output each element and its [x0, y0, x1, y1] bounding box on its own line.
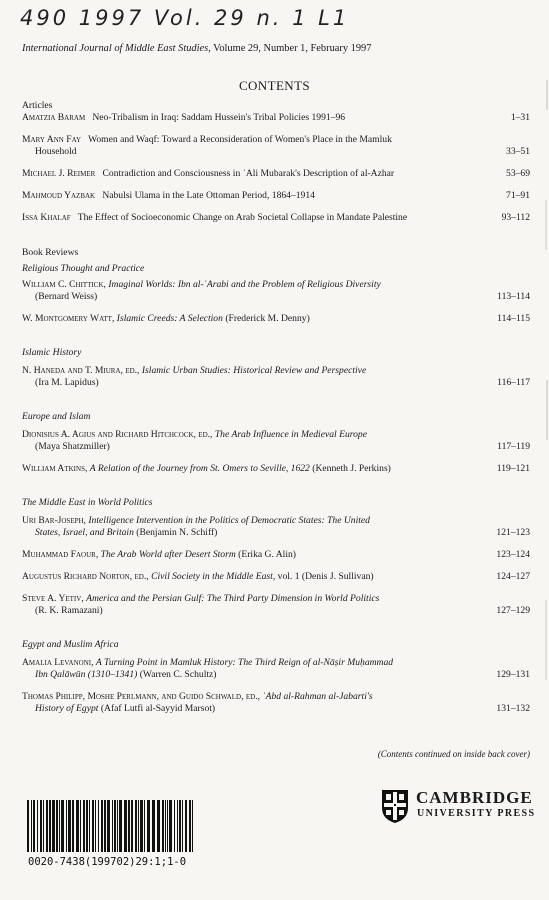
barcode-bar — [144, 800, 145, 852]
article-pages: 71–91 — [506, 190, 530, 201]
review-book-title: Intelligence Intervention in the Politics of Democratic States: The United — [88, 515, 370, 526]
barcode-bar — [52, 800, 55, 852]
barcode-bar — [107, 800, 110, 852]
barcode-bar — [31, 800, 32, 852]
barcode-bar — [179, 800, 181, 852]
journal-name: International Journal of Middle East Studies, — [22, 43, 211, 54]
review-author: William Atkins, — [22, 463, 88, 474]
review-entry — [22, 593, 530, 617]
review-pages: 131–132 — [496, 703, 530, 714]
barcode-bar — [89, 800, 90, 852]
article-author: Mahmoud Yazbak — [22, 190, 96, 201]
article-title: Women and Waqf: Toward a Reconsideration of Women's Place in the Mamluk — [88, 134, 392, 145]
article-entry — [22, 212, 530, 224]
review-reviewer: (Denis J. Sullivan) — [301, 571, 374, 582]
review-reviewer: (Ira M. Lapidus) — [35, 377, 99, 388]
review-pages: 124–127 — [496, 571, 530, 582]
barcode-bar — [128, 800, 130, 852]
barcode-bar — [131, 800, 133, 852]
article-entry — [22, 168, 530, 180]
article-author: Mary Ann Fay — [22, 134, 82, 145]
barcode-bar — [98, 800, 99, 852]
barcode-bar — [49, 800, 51, 852]
review-entry — [22, 549, 530, 561]
review-pages: 116–117 — [497, 377, 530, 388]
review-entry — [22, 691, 530, 715]
barcode-bar — [185, 800, 187, 852]
barcode-bar — [119, 800, 122, 852]
review-author: Augustus Richard Norton, ed., — [22, 571, 149, 582]
review-entry — [22, 515, 530, 539]
review-book-title: Civil Society in the Middle East, — [151, 571, 276, 582]
review-reviewer: (Afaf Lutfi al-Sayyid Marsot) — [100, 703, 216, 714]
review-entry — [22, 313, 530, 325]
barcode-bar — [37, 800, 38, 852]
journal-citation — [22, 43, 371, 54]
barcode-bar — [59, 800, 60, 852]
barcode-bar — [92, 800, 94, 852]
barcode-bar — [169, 800, 172, 852]
review-group-heading: Europe and Islam — [22, 411, 91, 422]
barcode-bar — [162, 800, 164, 852]
review-group-heading: The Middle East in World Politics — [22, 497, 153, 508]
review-author: Dionisius A. Agius and Richard Hitchcock, ed., — [22, 429, 213, 440]
article-title: Neo-Tribalism in Iraq: Saddam Hussein's Tribal Policies 1991–96 — [92, 112, 346, 123]
review-book-title: Islamic Urban Studies: Historical Review and Perspective — [141, 365, 367, 376]
review-book-title-continued: States, Israel, and Britain — [35, 527, 134, 538]
barcode-bar — [117, 800, 118, 852]
review-book-title: Imaginal Worlds: Ibn al-ʿArabi and the Problem of Religious Diversity — [108, 279, 381, 290]
barcode-bar — [124, 800, 127, 852]
article-pages: 53–69 — [506, 168, 530, 179]
review-reviewer: (Kenneth J. Perkins) — [312, 463, 391, 474]
publisher-name: CAMBRIDGE — [416, 788, 533, 807]
barcode-bar — [138, 800, 139, 852]
review-entry — [22, 365, 530, 389]
review-pages: 119–121 — [496, 463, 530, 474]
barcode-bar — [182, 800, 183, 852]
barcode-bar — [83, 800, 85, 852]
review-entry — [22, 429, 530, 453]
review-reviewer: (Erika G. Alin) — [238, 549, 296, 560]
barcode-bar — [76, 800, 79, 852]
barcode-bar — [135, 800, 137, 852]
review-author: N. Haneda and T. Miura, ed., — [22, 365, 140, 376]
review-book-title: ʿAbd al-Rahman al-Jabarti's — [262, 691, 373, 702]
barcode-bar — [27, 800, 29, 852]
contents-title: CONTENTS — [238, 78, 311, 93]
review-reviewer: (Warren C. Schultz) — [139, 669, 217, 680]
journal-details: Volume 29, Number 1, February 1997 — [213, 43, 372, 54]
barcode-bar — [147, 800, 150, 852]
barcode-bar — [114, 800, 116, 852]
book-reviews-heading: Book Reviews — [22, 247, 79, 258]
review-pages: 127–129 — [496, 605, 530, 616]
barcode-bar — [165, 800, 166, 852]
review-reviewer: (Bernard Weiss) — [35, 291, 98, 302]
review-group-heading: Islamic History — [22, 347, 82, 358]
review-author: Amalia Levanoni, — [22, 657, 94, 668]
issn-barcode — [27, 800, 195, 852]
barcode-bar — [140, 800, 143, 852]
review-author: W. Montgomery Watt, — [22, 313, 115, 324]
review-book-title: A Turning Point in Mamluk History: The Third Reign of al-Nāṣir Muḥammad — [95, 657, 394, 668]
barcode-bar — [61, 800, 64, 852]
contents-continued-note: (Contents continued on inside back cover) — [377, 749, 530, 759]
review-group-heading: Egypt and Muslim Africa — [22, 639, 119, 650]
barcode-bar — [72, 800, 74, 852]
barcode-bar — [101, 800, 103, 852]
review-reviewer: (Frederick M. Denny) — [225, 313, 310, 324]
publisher-press: UNIVERSITY PRESS — [417, 808, 536, 819]
barcode-bar — [177, 800, 178, 852]
articles-heading: Articles — [22, 100, 53, 111]
table-of-contents — [22, 100, 530, 715]
barcode-bar — [112, 800, 113, 852]
article-entry — [22, 112, 530, 124]
barcode-bar — [80, 800, 81, 852]
review-entry — [22, 279, 530, 303]
review-book-title: A Relation of the Journey from St. Omers to Seville, 1622 — [89, 463, 310, 474]
review-pages: 117–119 — [497, 441, 530, 452]
barcode-bar — [104, 800, 106, 852]
article-author: Michael J. Reimer — [22, 168, 96, 179]
cambridge-crest-icon — [380, 788, 410, 824]
review-pages: 129–131 — [496, 669, 530, 680]
handwritten-catalog-note: 490 1997 Vol. 29 n. 1 L1 — [20, 6, 350, 30]
review-reviewer: (Maya Shatzmiller) — [35, 441, 110, 452]
review-reviewer: (Benjamin N. Schiff) — [136, 527, 218, 538]
review-book-title: The Arab Influence in Medieval Europe — [214, 429, 367, 440]
review-book-title-continued: History of Egypt — [35, 703, 99, 714]
review-group-heading: Religious Thought and Practice — [22, 263, 145, 274]
publisher-logo — [380, 788, 540, 828]
barcode-bar — [167, 800, 168, 852]
scan-edge-marks — [543, 80, 549, 720]
barcode-bar — [86, 800, 88, 852]
article-entry — [22, 190, 530, 202]
barcode-bar — [192, 800, 193, 852]
barcode-bar — [174, 800, 175, 852]
review-author: Muhammad Faour, — [22, 549, 99, 560]
review-book-title-continued: Ibn Qalāwūn (1310–1341) — [35, 669, 138, 680]
article-author: Amatzia Baram — [22, 112, 86, 123]
barcode-bar — [152, 800, 155, 852]
barcode-bar — [95, 800, 96, 852]
article-author: Issa Khalaf — [22, 212, 71, 223]
barcode-bar — [189, 800, 191, 852]
review-pages: 121–123 — [496, 527, 530, 538]
review-reviewer: (R. K. Ramazani) — [35, 605, 103, 616]
barcode-bar — [68, 800, 71, 852]
barcode-bar — [56, 800, 58, 852]
review-entry — [22, 463, 530, 475]
review-author: Steve A. Yetiv, — [22, 593, 84, 604]
barcode-digits: 0020-7438(199702)29:1;1-0 — [28, 856, 187, 868]
barcode-bar — [33, 800, 35, 852]
review-book-title: The Arab World after Desert Storm — [100, 549, 236, 560]
review-volume: vol. 1 — [277, 571, 300, 582]
article-title: Nabulsi Ulama in the Late Ottoman Period, 1864–1914 — [102, 190, 315, 201]
review-book-title: Islamic Creeds: A Selection — [116, 313, 223, 324]
article-title-continued: Household — [35, 146, 77, 157]
review-entry — [22, 571, 530, 583]
article-title: Contradiction and Consciousness in ʿAli Mubarak's Description of al-Azhar — [102, 168, 395, 179]
article-pages: 33–51 — [506, 146, 530, 157]
article-pages: 93–112 — [501, 212, 530, 223]
article-title: The Effect of Socioeconomic Change on Arab Societal Collapse in Mandate Palestine — [77, 212, 408, 223]
review-entry — [22, 657, 530, 681]
barcode-bar — [157, 800, 160, 852]
barcode-bar — [40, 800, 42, 852]
review-pages: 114–115 — [497, 313, 530, 324]
review-pages: 123–124 — [496, 549, 530, 560]
review-author: Thomas Philipp, Moshe Perlmann, and Guido Schwald, ed., — [22, 691, 260, 702]
barcode-bar — [46, 800, 48, 852]
article-pages: 1–31 — [510, 112, 530, 123]
article-entry — [22, 134, 530, 158]
review-book-title: America and the Persian Gulf: The Third Party Dimension in World Politics — [86, 593, 380, 604]
review-pages: 113–114 — [497, 291, 530, 302]
review-author: Uri Bar-Joseph, — [22, 515, 86, 526]
review-author: William C. Chittick, — [22, 279, 106, 290]
barcode-bar — [43, 800, 44, 852]
barcode-bar — [66, 800, 67, 852]
